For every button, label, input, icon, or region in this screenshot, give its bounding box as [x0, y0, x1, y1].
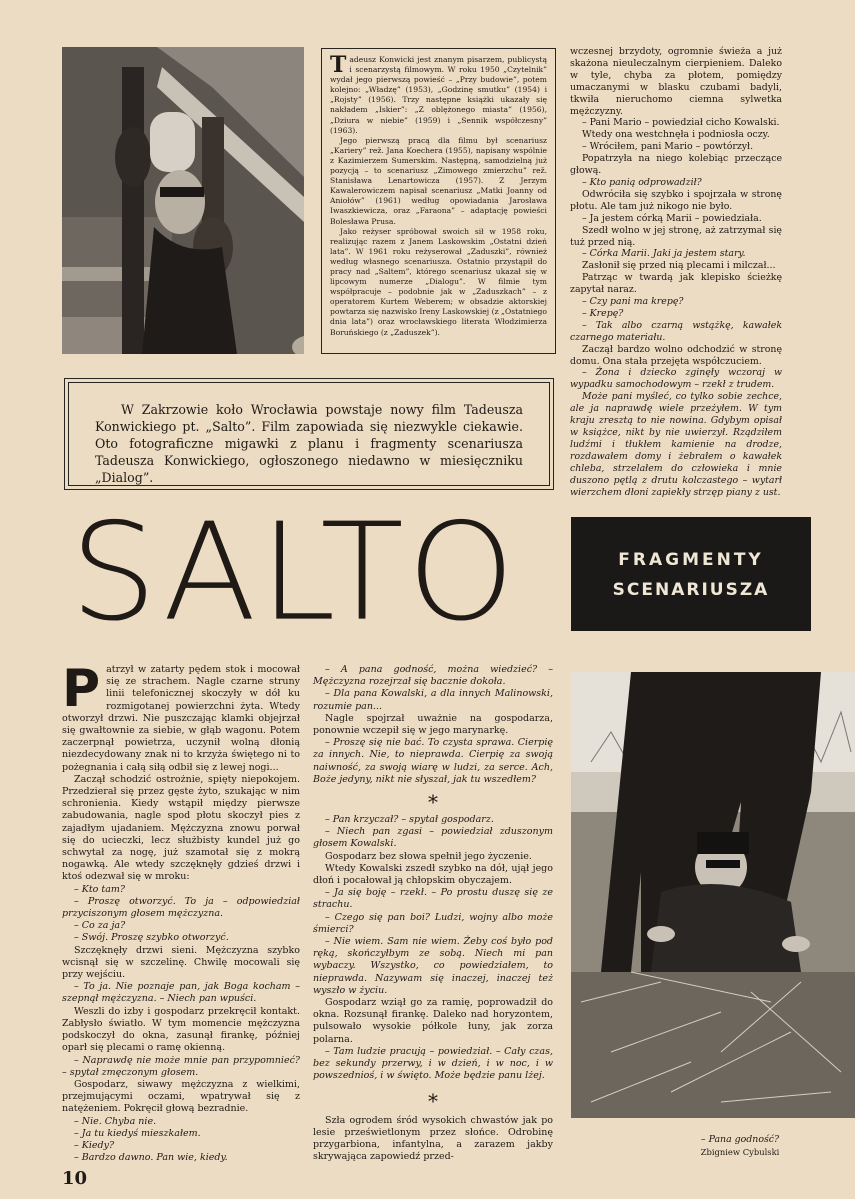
- paragraph: Szedł wolno w jej stronę, aż zatrzymał się tuż przed nią.: [570, 224, 782, 248]
- section-star: *: [428, 790, 438, 815]
- bio-box: [321, 48, 556, 354]
- paragraph: – Czego się pan boi? Ludzi, wojny albo może śmierci?: [313, 911, 553, 935]
- top-right-column: [570, 46, 782, 498]
- paragraph: – A pana godność, można wiedzieć? – Mężczyzna rozejrzał się bacznie dokoła.: [313, 664, 553, 688]
- paragraph: Wtedy ona westchnęła i podniosła oczy.: [582, 129, 770, 141]
- paragraph: – Kto tam?: [74, 883, 126, 895]
- photo-caption: [640, 1134, 840, 1158]
- paragraph: Odwróciła się szybko i spojrzała w stronę płotu. Ale tam już nikogo nie było.: [570, 188, 782, 212]
- column-1: [62, 659, 300, 1164]
- bio-paragraph: adeusz Konwicki jest znanym pisarzem, publicystą i scenarzystą filmowym. W roku 1950 „Czytelnik” wydał jego pierwszą powieść – „Przy budowie”, potem kolejno: „Władzę” (1953), „Godzinę smutku” (1954) i „Rojsty” (1956). Trzy następne książki ukazały się nakładem „Iskier”: „Z oblężonego miasta” (1956), „Dziura w niebie” (1959) i „Sennik współczesny” (1963).: [330, 55, 547, 135]
- paragraph: – To ja. Nie poznaje pan, jak Boga kocham – szepnął mężczyzna. – Niech pan wpuści.: [62, 981, 300, 1005]
- bio-paragraph: Jego pierwszą pracą dla filmu był scenariusz „Kariery” rež. Jana Koechera (1955), napisany wspólnie z Kazimierzem Sumerskim. Następną, samodzielną już pozycją – to scenariusz „Zimowego zmierzchu” rež. Stanisława Lenartowicza (1957). Z Jerzym Kawalerowiczem napisał scenariusz „Matki Joanny od Aniołów” (1961) według opowiadania Jarosława Iwaszkiewicza, oraz „Faraona” – adaptację powieści Bolesława Prusa.: [330, 135, 547, 226]
- paragraph: – Bardzo dawno. Pan wie, kiedy.: [74, 1152, 228, 1164]
- paragraph: Zasłonił się przed nią plecami i milczał...: [582, 260, 776, 272]
- caption-credit: Zbigniew Cybulski: [700, 1147, 780, 1157]
- paragraph: Patrząc w twardą jak klepisko ścieżkę zapytał naraz.: [570, 272, 782, 296]
- paragraph: Nagle spojrzał uważnie na gospodarza, ponownie wczepił się w jego marynarkę.: [313, 712, 553, 737]
- paragraph: – Tak albo czarną wstążkę, kawałek czarnego materiału.: [570, 319, 782, 343]
- paragraph: wczesnej brzydoty, ogromnie świeża a już skażona nieuleczalnym cierpieniem. Daleko w tyle, chyba za płotem, pomiędzy umaczanymi w blasku czubami badyli, tkwiła nieruchomo ciemna sylwetka mężczyzny.: [570, 46, 782, 117]
- bio-paragraph: Jako reżyser spróbował swoich sił w 1958 roku, realizując razem z Janem Laskowskim „Ostatni dzień lata”. W 1961 roku reżyserował „Zaduszki”, również według własnego scenariusza. Ostatnio przystąpił do pracy nad „Saltem”, którego scenariusz ukazał się w lipcowym numerze „Dialogu”. W filmie tym współpracuje – podobnie jak w „Zaduszkach” – z operatorem Kurtem Weberem; w obsadzie aktorskiej powtarza się nazwisko Ireny Laskowskiej (z „Ostatniego dnia lata”) oraz wrocławskiego literata Włodzimierza Boruńskiego (z „Zaduszek”).: [330, 226, 547, 337]
- paragraph: Wtedy Kowalski zszedł szybko na dół, ujął jego dłoń i pocałował ją chłopskim obyczajem.: [313, 862, 553, 887]
- paragraph: – Co za ja?: [74, 920, 126, 932]
- paragraph: Weszli do izby i gospodarz przekręcił kontakt. Zabłysło światło. W tym momencie mężczyzna podskoczył do okna, zasunął firankę, później oparł się plecami o ramę okienną.: [62, 1005, 300, 1054]
- paragraph: Zaczął bardzo wolno odchodzić w stronę domu. Ona stała przejęta współczuciem.: [570, 343, 782, 367]
- page-number: 10: [62, 1168, 88, 1189]
- paragraph: – Tam ludzie pracują – powiedział. – Cały czas, bez sekundy przerwy, i w dzień, i w noc, i w powszednioś, i w święto. Może będzie panu lżej.: [313, 1045, 553, 1082]
- photo-legs-image: [571, 672, 855, 1118]
- bio-dropcap: T: [330, 52, 347, 78]
- paragraph: – Dla pana Kowalski, a dla innych Malinowski, rozumie pan...: [313, 688, 553, 712]
- photo-banister: [62, 47, 304, 354]
- paragraph: Szczęknęły drzwi sieni. Mężczyzna szybko wcisnął się w szczelinę. Chwilę mocowali się przy wejściu.: [62, 944, 300, 981]
- paragraph: – Kiedy?: [74, 1139, 115, 1151]
- paragraph: Zaczął schodzić ostrożnie, spięty niepokojem. Przedzierał się przez gęste żyto, szukając w nim schronienia. Kiedy wstąpił między pierwsze zabudowania, nagle spod płotu skoczył pies z zajadłym ujadaniem. Mężczyzna znowu porwał się do ucieczki, lecz służbisty kundel już go schwytał za nogę, już szamotał się z mokrą nogawką. Ale wtedy szczęknęły gdzieś drzwi i ktoś odezwał się w mroku:: [62, 773, 300, 883]
- paragraph: – Żona i dziecko zginęły wczoraj w wypadku samochodowym – rzekł z trudem.: [570, 367, 782, 391]
- photo-legs: [571, 672, 855, 1118]
- paragraph: – Nie wiem. Sam nie wiem. Żeby coś było pod ręką, skończyłbym ze sobą. Niech mi pan wybaczy. Wszystko, co powiedziałem, to nieprawda. Nazywam się inaczej, inaczej też wyszło w życiu.: [313, 936, 553, 996]
- subtitle-line1: FRAGMENTY: [618, 550, 764, 570]
- paragraph: – Wróciłem, pani Mario – powtórzył.: [582, 141, 754, 153]
- paragraph: Gospodarz wziął go za ramię, poprowadził do okna. Rozsunął firankę. Daleko nad horyzontem, pulsowało wysokie półkole łuny, jak zorza polarna.: [313, 997, 553, 1045]
- col1-dropcap: P: [62, 659, 101, 719]
- intro-box: [64, 378, 554, 490]
- paragraph: – Kto panią odprowadził?: [582, 176, 702, 188]
- paragraph: – Pan krzyczał? – spytał gospodarz.: [325, 814, 494, 826]
- paragraph: Szła ogrodem śród wysokich chwastów jak po lesie prześwietlonym przez słońce. Odrobinę przygarbiona, infantylna, a zarazem jakby skrywająca zapowiedź przed-: [313, 1114, 553, 1163]
- paragraph: – Swój. Proszę szybko otworzyć.: [74, 932, 229, 944]
- subtitle-line2: SCENARIUSZA: [612, 580, 770, 600]
- paragraph: Gospodarz, siwawy mężczyzna z wielkimi, przejmującymi oczami, wpatrywał się z natężeniem. Pokręcił głową bezradnie.: [62, 1078, 300, 1115]
- paragraph: – Krepę?: [582, 307, 624, 319]
- bio-text: [330, 52, 547, 338]
- paragraph: – Niech pan zgasi – powiedział zduszonym głosem Kowalski.: [313, 826, 553, 850]
- paragraph: – Proszę otworzyć. To ja – odpowiedział przyciszonym głosem mężczyzna.: [62, 895, 300, 920]
- subtitle-box: [571, 517, 811, 631]
- column-2: [313, 664, 553, 1163]
- paragraph: – Ja się boję – rzekł. – Po prostu duszę się ze strachu.: [313, 887, 553, 911]
- section-star: *: [428, 1088, 438, 1113]
- page-title: SALTO: [70, 494, 519, 652]
- paragraph: – Czy pani ma krepę?: [582, 296, 684, 308]
- intro-text: W Zakrzowie koło Wrocławia powstaje nowy film Tadeusza Konwickiego pt. „Salto”. Film zapowiada się niezwykle ciekawie. Oto fotograficzne migawki z planu i fragmenty scenariusza Tadeusza Konwickiego, ogłoszonego niedawno w miesięczniku „Dialog”.: [95, 402, 523, 485]
- paragraph: Gospodarz bez słowa spełnił jego życzenie.: [325, 850, 532, 862]
- paragraph: – Ja tu kiedyś mieszkałem.: [74, 1127, 201, 1139]
- photo-banister-image: [62, 47, 304, 354]
- paragraph: – Córka Marii. Jaki ja jestem stary.: [582, 248, 746, 260]
- paragraph: – Pani Mario – powiedział cicho Kowalski.: [582, 117, 780, 129]
- paragraph: – Ja jestem córką Marii – powiedziała.: [582, 212, 762, 224]
- caption-quote: – Pana godność?: [700, 1134, 780, 1145]
- paragraph: – Proszę się nie bać. To czysta sprawa. Cierpię za innych. Nie, to nieprawda. Cierpię za swoją naiwność, za swoją wiarę w ludzi, za serce. Ach, Boże jedyny, nikt nie słyszał, jak tu wszedłem?: [313, 737, 553, 785]
- paragraph: – Naprawdę nie może mnie pan przypomnieć? – spytał zmęczonym głosem.: [62, 1054, 300, 1078]
- paragraph: atrzył w zatarty pędem stok i mocował się ze strachem. Nagle czarne struny linii telefonicznej skoczyły w dół ku rozmigotanej powierzchni żyta. Wtedy otworzył drzwi. Nie puszczając klamki objejrzał się gwałtownie za siebie, w głąb wagonu. Potem zaczerpnął powietrza, uczynił wolną dłonią niezdecydowany znak ni to krzyża świętego ni to pożegnania i całą siłą odbił się z lewej nogi...: [62, 664, 300, 773]
- paragraph: Popatrzyła na niego kolebiąc przeczące głową.: [570, 153, 782, 177]
- paragraph: Może pani myśleć, co tylko sobie zechce, ale ja naprawdę wiele przeżyłem. W tym kraju zresztą to nie nowina. Gdybym opisał w książce, nikt by nie uwierzył. Rządziłem ludźmi i tłukłem kamienie na drodze, rozdawałem domy i żebrałem o kawałek chleba, strzelałem do człowieka i mnie duszono pętlą z drutu kolczastego – wytarł wierzchem dłoni zapiekły strzęp piany z ust.: [570, 391, 782, 498]
- paragraph: – Nie. Chyba nie.: [74, 1115, 157, 1127]
